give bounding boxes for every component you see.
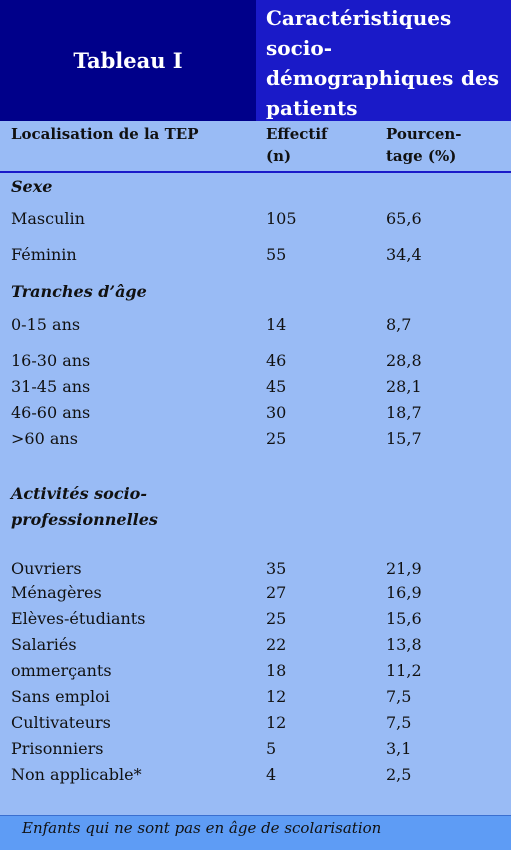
row-pourcentage: 2,5 bbox=[386, 765, 412, 784]
table-title: Caractéristiques sociodémographiques des patients bbox=[256, 0, 511, 121]
row-effectif: 12 bbox=[266, 687, 287, 706]
row-label: ommerçants bbox=[11, 661, 112, 680]
row-label: 31-45 ans bbox=[11, 377, 91, 396]
column-header-effectif bbox=[266, 123, 328, 167]
row-effectif: 25 bbox=[266, 609, 287, 628]
row-label: 46-60 ans bbox=[11, 403, 91, 422]
section-activites-line2: professionnelles bbox=[11, 510, 158, 529]
row-effectif: 25 bbox=[266, 429, 287, 448]
row-pourcentage: 8,7 bbox=[386, 315, 412, 334]
row-pourcentage: 7,5 bbox=[386, 687, 412, 706]
row-pourcentage: 15,7 bbox=[386, 429, 422, 448]
row-effectif: 46 bbox=[266, 351, 287, 370]
row-effectif: 4 bbox=[266, 765, 277, 784]
row-label: Salariés bbox=[11, 635, 77, 654]
row-effectif: 27 bbox=[266, 583, 287, 602]
section-sexe: Sexe bbox=[11, 177, 53, 196]
row-effectif: 12 bbox=[266, 713, 287, 732]
row-effectif: 55 bbox=[266, 245, 287, 264]
row-label: Cultivateurs bbox=[11, 713, 111, 732]
row-label: Masculin bbox=[11, 209, 85, 228]
row-pourcentage: 28,8 bbox=[386, 351, 422, 370]
column-header-pourcentage-line2: tage (%) bbox=[386, 147, 457, 165]
row-pourcentage: 11,2 bbox=[386, 661, 422, 680]
table-label: Tableau I bbox=[0, 0, 256, 121]
column-header-effectif-line2: (n) bbox=[266, 147, 292, 165]
row-effectif: 35 bbox=[266, 559, 287, 578]
footnote: Enfants qui ne sont pas en âge de scolarisation bbox=[0, 815, 511, 850]
row-label: 16-30 ans bbox=[11, 351, 91, 370]
row-effectif: 45 bbox=[266, 377, 287, 396]
row-pourcentage: 3,1 bbox=[386, 739, 412, 758]
row-effectif: 18 bbox=[266, 661, 287, 680]
row-label: Non applicable* bbox=[11, 765, 142, 784]
column-header-pourcentage bbox=[386, 123, 462, 167]
section-activites-line1: Activités socio- bbox=[11, 484, 147, 503]
row-label: Prisonniers bbox=[11, 739, 104, 758]
row-effectif: 30 bbox=[266, 403, 287, 422]
column-header-localisation: Localisation de la TEP bbox=[11, 125, 199, 143]
column-header-pourcentage-line1: Pourcen- bbox=[386, 125, 462, 143]
row-pourcentage: 34,4 bbox=[386, 245, 422, 264]
row-label: >60 ans bbox=[11, 429, 78, 448]
row-label: Ménagères bbox=[11, 583, 102, 602]
row-label: Ouvriers bbox=[11, 559, 82, 578]
column-header-effectif-line1: Effectif bbox=[266, 125, 328, 143]
row-pourcentage: 15,6 bbox=[386, 609, 422, 628]
row-effectif: 105 bbox=[266, 209, 297, 228]
row-pourcentage: 65,6 bbox=[386, 209, 422, 228]
section-age: Tranches d’âge bbox=[11, 282, 147, 301]
row-label: 0-15 ans bbox=[11, 315, 81, 334]
row-pourcentage: 16,9 bbox=[386, 583, 422, 602]
row-effectif: 5 bbox=[266, 739, 277, 758]
row-effectif: 22 bbox=[266, 635, 287, 654]
row-label: Sans emploi bbox=[11, 687, 110, 706]
row-pourcentage: 7,5 bbox=[386, 713, 412, 732]
row-pourcentage: 21,9 bbox=[386, 559, 422, 578]
row-label: Féminin bbox=[11, 245, 77, 264]
row-pourcentage: 28,1 bbox=[386, 377, 422, 396]
row-label: Elèves-étudiants bbox=[11, 609, 146, 628]
row-pourcentage: 13,8 bbox=[386, 635, 422, 654]
row-effectif: 14 bbox=[266, 315, 287, 334]
column-headers bbox=[0, 121, 511, 173]
table-header bbox=[0, 0, 511, 121]
row-pourcentage: 18,7 bbox=[386, 403, 422, 422]
